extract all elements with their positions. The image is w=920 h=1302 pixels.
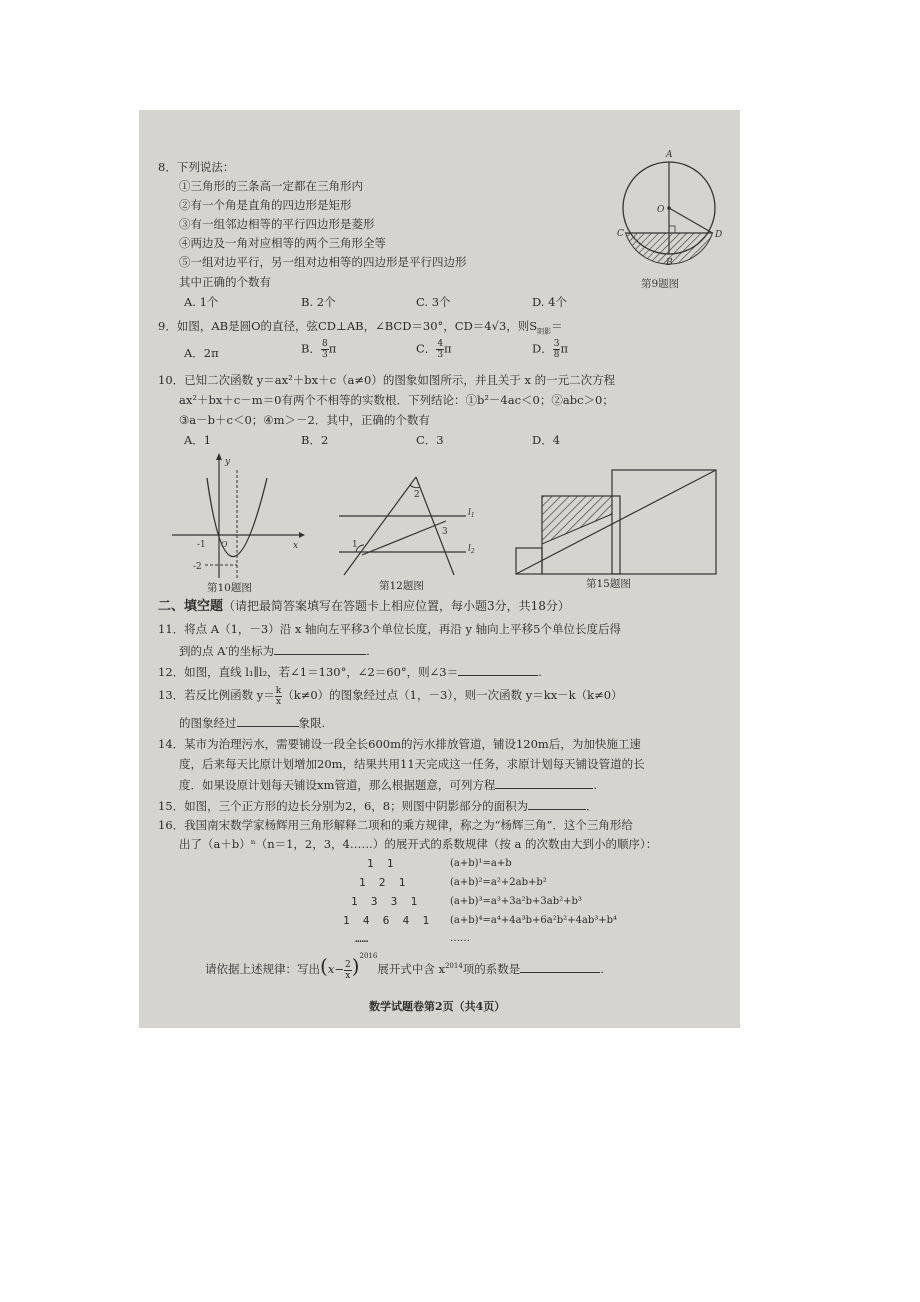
q14-line-3-text: 度．如果设原计划每天铺设xm管道，那么根据题意，可列方程 [179,778,496,792]
q9-c-num: 4 [437,339,444,349]
fig12-angle-3: 3 [442,527,448,537]
fig12-crossing-line [362,521,446,555]
q13-answer-blank[interactable] [237,715,299,727]
fig12-angle-1: 1 [352,540,358,550]
fig12-label-l1 [468,508,475,519]
fig12-caption: 第12题图 [379,580,424,592]
q8-option-c: C. 3个 [416,295,451,309]
q9-option-c-prefix: C． [416,341,437,356]
fig9-label-o: O [657,205,665,215]
fig12-l2-sub: 2 [470,548,475,555]
q16b-exp: 2016 [359,952,378,961]
q8-title: 8．下列说法： [158,160,235,174]
q16b-minus: − [334,962,344,976]
section-2-note: （请把最简答案填写在答题卡上相应位置，每小题3分，共18分） [223,599,570,613]
q11-line-1: 11．将点 A（1，－3）沿 x 轴向左平移3个单位长度，再沿 y 轴向上平移5个单位长度后得 [158,622,621,636]
fig10-caption: 第10题图 [207,582,252,594]
q13-num: k [275,685,282,696]
fig12-transversal-left [344,477,416,575]
q9-c-pi: π [444,341,452,356]
triangle-row-4: 1 4 6 4 1 [343,914,430,927]
q14-line-1: 14．某市为治理污水，需要铺设一段全长600m的污水排放管道，铺设120m后，为加快施工速 [158,737,641,751]
q8-option-a: A. 1个 [184,295,219,309]
q8-item-5: ⑤一组对边平行，另一组对边相等的四边形是平行四边形 [179,255,467,269]
triangle-row-2: 1 2 1 [359,876,406,889]
q8-item-1: ①三角形的三条高一定都在三角形内 [179,179,363,193]
q16b-mid: 展开式中含 x [377,962,445,976]
q8-prompt: 其中正确的个数有 [179,275,271,289]
q9-text: 9．如图，AB是圆O的直径，弦CD⊥AB，∠BCD＝30°，CD＝4√3，则S [158,319,538,333]
figure-9 [617,140,737,292]
q16-period: . [600,962,604,976]
fig12-l1-letter: l [468,508,471,518]
fig12-label-l2 [468,544,475,555]
fig15-square-small [516,548,542,574]
q11-line-2 [179,643,370,658]
q11-period: . [366,644,370,658]
q15-answer-blank[interactable] [528,798,586,810]
fig15-square-large [612,470,716,574]
q10-option-a: A．1 [184,433,212,447]
q8-option-b: B. 2个 [301,295,336,309]
q15-period: ． [586,799,598,813]
q9-b-num: 8 [321,339,328,349]
fig15-caption: 第15题图 [586,578,631,590]
q8-item-3: ③有一组邻边相等的平行四边形是菱形 [179,217,375,231]
q8-option-d: D. 4个 [532,295,567,309]
fig12-l1-sub: 1 [470,512,475,519]
fig9-label-d: D [715,230,723,240]
q12-line [158,664,542,679]
q10-line-1: 10．已知二次函数 y＝ax²＋bx＋c（a≠0）的图象如图所示，并且关于 x 的一元二次方程 [158,373,616,387]
q14-line-3 [179,777,597,792]
q12-answer-blank[interactable] [458,664,538,676]
q8-item-2: ②有一个角是直角的四边形是矩形 [179,198,352,212]
q9-option-a: A．2π [184,346,219,360]
q9-d-num: 3 [553,339,560,349]
q12-text: 12．如图，直线 l₁∥l₂，若∠1＝130°，∠2＝60°，则∠3＝ [158,665,459,679]
q16b-post: 项的系数是 [462,962,521,976]
q16b-paren-open: ( [320,954,328,978]
fig9-radius-od [669,208,713,233]
triangle-row-3: 1 3 3 1 [351,895,418,908]
q13-line-2 [179,715,325,730]
q11-answer-blank[interactable] [274,643,366,655]
fig9-center-dot [667,206,671,210]
q14-answer-blank[interactable] [495,777,593,789]
q13-line-2b: 象限. [298,716,326,730]
q13-post: （k≠0）的图象经过点（1，－3），则一次函数 y＝kx－k（k≠0） [282,688,623,702]
expansion-4: (a+b)⁴=a⁴+4a³b+6a²b²+4ab³+b⁴ [450,915,618,926]
q14-line-2: 度，后来每天比原计划增加20m，结果共用11天完成这一任务，求原计划每天铺设管道的长 [179,757,645,771]
q13-line-1 [158,684,623,707]
figure-10 [167,450,307,582]
q16b-exp2: 2014 [444,962,463,971]
q9-b-den: 3 [321,350,328,360]
q15-line [158,798,598,813]
q10-line-3: ③a－b＋c＜0；④m＞－2．其中，正确的个数有 [179,413,430,427]
q16b-num: 2 [344,959,351,970]
expansion-5: …… [450,933,470,944]
q9-option-d-prefix: D． [532,341,553,356]
section-2-header [158,599,570,614]
q16b-frac [344,960,352,981]
q10-option-c: C．3 [416,433,444,447]
triangle-row-1: 1 1 [367,857,394,870]
fig10-y-arrow [216,453,222,460]
figure-12 [334,467,484,579]
q13-pre: 13．若反比例函数 y＝ [158,688,275,702]
q16b-x: x [327,962,335,976]
q14-period: . [593,778,598,792]
fig9-label-c: C [617,229,624,239]
q9-tail: ＝ [551,319,563,333]
q10-line-2: ax²＋bx＋c－m＝0有两个不相等的实数根．下列结论：①b²－4ac＜0；②abc＞0； [179,393,614,407]
fig10-x-label: x [293,541,299,551]
fig10-tick-minus2: -2 [193,562,202,572]
exam-page [139,110,740,1028]
fig9-right-angle [669,226,675,233]
q9-sub: 阴影 [537,327,552,336]
q9-option-b [301,339,336,360]
fig12-l2-letter: l [468,544,471,554]
q9-option-d [532,339,568,360]
q16-final-line [205,952,604,983]
section-2-title: 二、填空题 [158,599,224,614]
fig10-y-label: y [225,457,231,467]
fig10-origin: O [221,540,228,549]
fig9-label-b: B [666,258,673,268]
fig9-label-a: A [666,150,673,160]
q16-answer-blank[interactable] [520,961,600,973]
fig10-tick-minus1: -1 [197,540,206,550]
q16-line-1: 16．我国南宋数学家杨辉用三角形解释二项和的乘方规律，称之为“杨辉三角”．这个三角形给 [158,818,633,832]
fig12-angle2-arc [410,485,420,488]
expansion-1: (a+b)¹=a+b [450,858,512,869]
q9-stem [158,319,563,338]
page-footer: 数学试题卷第2页（共4页） [369,1000,506,1013]
figure-15 [514,466,719,576]
q9-option-b-frac [321,339,329,360]
q9-option-c [416,339,452,360]
q9-option-b-prefix: B． [301,341,321,356]
expansion-2: (a+b)²=a²+2ab+b² [450,877,547,888]
q10-option-b: B．2 [301,433,329,447]
q9-d-den: 8 [553,350,560,360]
q11-line-2-text: 到的点 A′的坐标为 [179,644,275,658]
q9-b-pi: π [328,341,337,356]
q16b-pre: 请依据上述规律：写出 [205,962,320,976]
q10-option-d: D．4 [532,433,561,447]
fig15-shaded-region [542,496,612,544]
q12-period: . [538,665,542,679]
expansion-3: (a+b)³=a³+3a²b+3ab²+b³ [450,896,582,907]
q9-c-den: 3 [437,350,444,360]
q16b-den: x [345,970,351,981]
q8-item-4: ④两边及一角对应相等的两个三角形全等 [179,236,386,250]
q13-line-2a: 的图象经过 [179,716,237,730]
fig12-angle-2: 2 [414,490,420,500]
q13-den: x [275,696,282,707]
fig9-caption: 第9题图 [641,278,680,290]
fig10-x-arrow [299,532,305,538]
q15-text: 15．如图，三个正方形的边长分别为2，6，8；则图中阴影部分的面积为 [158,799,529,813]
triangle-row-5: …… [355,932,369,945]
q16-line-2: 出了（a＋b）ⁿ（n＝1，2，3，4……）的展开式的系数规律（按 a 的次数由大到小的顺序）： [179,837,658,851]
q16b-paren-close: ) [351,954,360,978]
q9-d-pi: π [560,341,569,356]
q9-option-c-frac [436,339,444,360]
